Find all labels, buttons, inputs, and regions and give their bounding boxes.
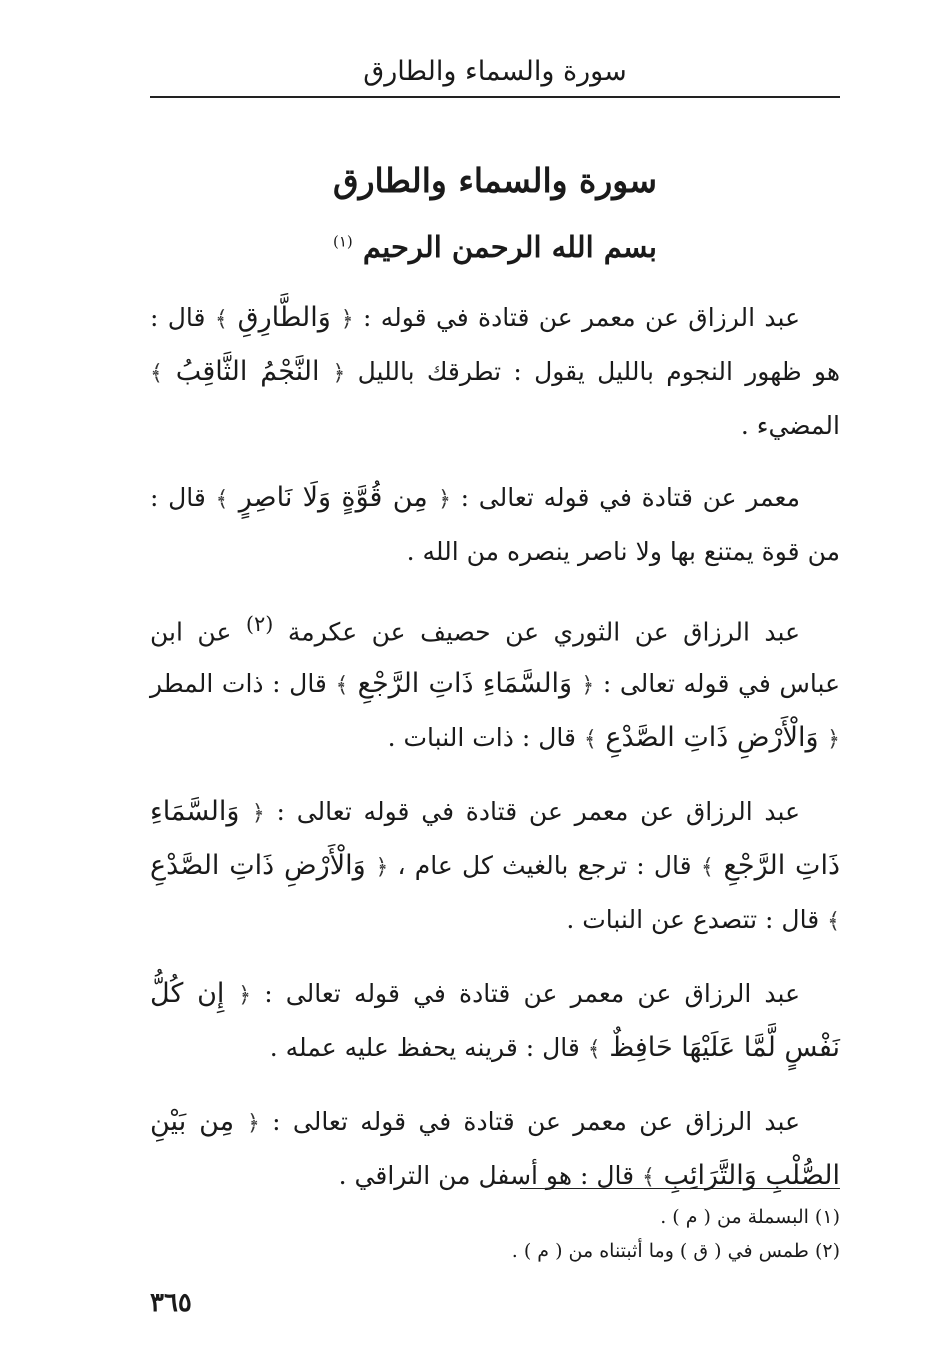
text-run: المضيء . [740,411,840,440]
footnote: (١) البسملة من ( م ) . [660,1206,840,1228]
text-run: عبد الرزاق عن الثوري عن حصيف عن عكرمة [273,617,800,647]
text-run: عن ابن عباس في قوله تعالى : [150,617,840,699]
text-run: قال : ذات المطر [150,669,336,699]
surah-title: سورة والسماء والطارق [333,161,657,200]
ornate-bracket: ﴿ [827,727,840,753]
paragraph [150,968,840,1076]
ornate-bracket: ﴾ [214,307,228,332]
footnotes [150,1200,840,1268]
text-run: قال : هو ظهور النجوم بالليل يقول : تطرقك بالليل [150,303,840,386]
ornate-bracket: ﴿ [332,361,346,386]
ornate-bracket: ﴾ [587,1037,601,1063]
footnote: (٢) طمس في ( ق ) وما أثبتناه من ( م ) . [511,1240,840,1262]
text-run: عبد الرزاق عن معمر عن قتادة في قوله تعالى : [259,1107,800,1137]
header-rule [150,96,840,98]
text-run: عبد الرزاق عن معمر عن قتادة في قوله تعالى : [251,979,801,1009]
quran-verse: وَالسَّمَاءِ ذَاتِ الرَّجْعِ [348,668,582,700]
body-text [150,292,840,1224]
text-run: قال : من قوة يمتنع بها ولا ناصر ينصره من الله . [150,483,840,566]
ornate-bracket: ﴾ [700,855,714,881]
paragraph [150,292,840,452]
ornate-bracket: ﴿ [438,487,451,512]
quran-verse: وَالْأَرْضِ ذَاتِ الصَّدْعِ [150,850,376,882]
ornate-bracket: ﴾ [150,361,163,386]
text-run: عبد الرزاق عن معمر عن قتادة في قوله تعالى : [264,797,801,827]
quran-verse: إِن كُلُّ نَفْسٍ لَّمَّا عَلَيْهَا حَافِظٌ [150,978,840,1064]
footnote-ref: (١) [333,232,353,251]
paragraph [150,472,840,578]
quran-verse: مِن بَيْنِ الصُّلْبِ وَالتَّرَائِبِ [150,1106,840,1192]
text-run: قال : هو أسفل من التراقي . [338,1161,642,1191]
text-run: قال : ترجع بالغيث كل عام ، [388,851,701,881]
basmala-text: بسم الله الرحمن الرحيم [362,230,657,264]
quran-verse: وَالْأَرْضِ ذَاتِ الصَّدْعِ [596,722,828,754]
ornate-bracket: ﴿ [375,855,389,881]
ornate-bracket: ﴾ [215,487,229,512]
paragraph [150,598,840,766]
quran-verse: النَّجْمُ الثَّاقِبُ [162,356,333,387]
running-header: سورة والسماء والطارق [363,56,627,87]
ornate-bracket: ﴿ [238,983,252,1009]
ornate-bracket: ﴾ [335,673,349,699]
ornate-bracket: ﴾ [583,727,597,753]
page-number: ٣٦٥ [150,1288,192,1318]
quran-verse: مِن قُوَّةٍ وَلَا نَاصِرٍ [228,482,439,513]
text-run: قال : قرينه يحفظ عليه عمله . [269,1033,588,1063]
ornate-bracket: ﴿ [581,673,595,699]
ornate-bracket: ﴾ [827,909,840,935]
ornate-bracket: ﴿ [247,1111,260,1137]
quran-verse: وَالسَّمَاءِ ذَاتِ الرَّجْعِ [150,796,840,882]
text-run: عبد الرزاق عن معمر عن قتادة في قوله : [353,303,800,332]
text-run: قال : ذات النبات . [387,723,584,753]
ornate-bracket: ﴾ [642,1165,655,1191]
paragraph [150,786,840,948]
text-run: معمر عن قتادة في قوله تعالى : [450,483,800,512]
ornate-bracket: ﴿ [340,307,354,332]
ornate-bracket: ﴿ [251,801,265,827]
text-run: قال : تتصدع عن النبات . [566,905,828,935]
footnote-ref: (٢) [245,612,274,636]
basmala-line [150,225,840,269]
quran-verse: وَالطَّارِقِ [227,302,341,333]
footnote-rule [520,1188,840,1189]
